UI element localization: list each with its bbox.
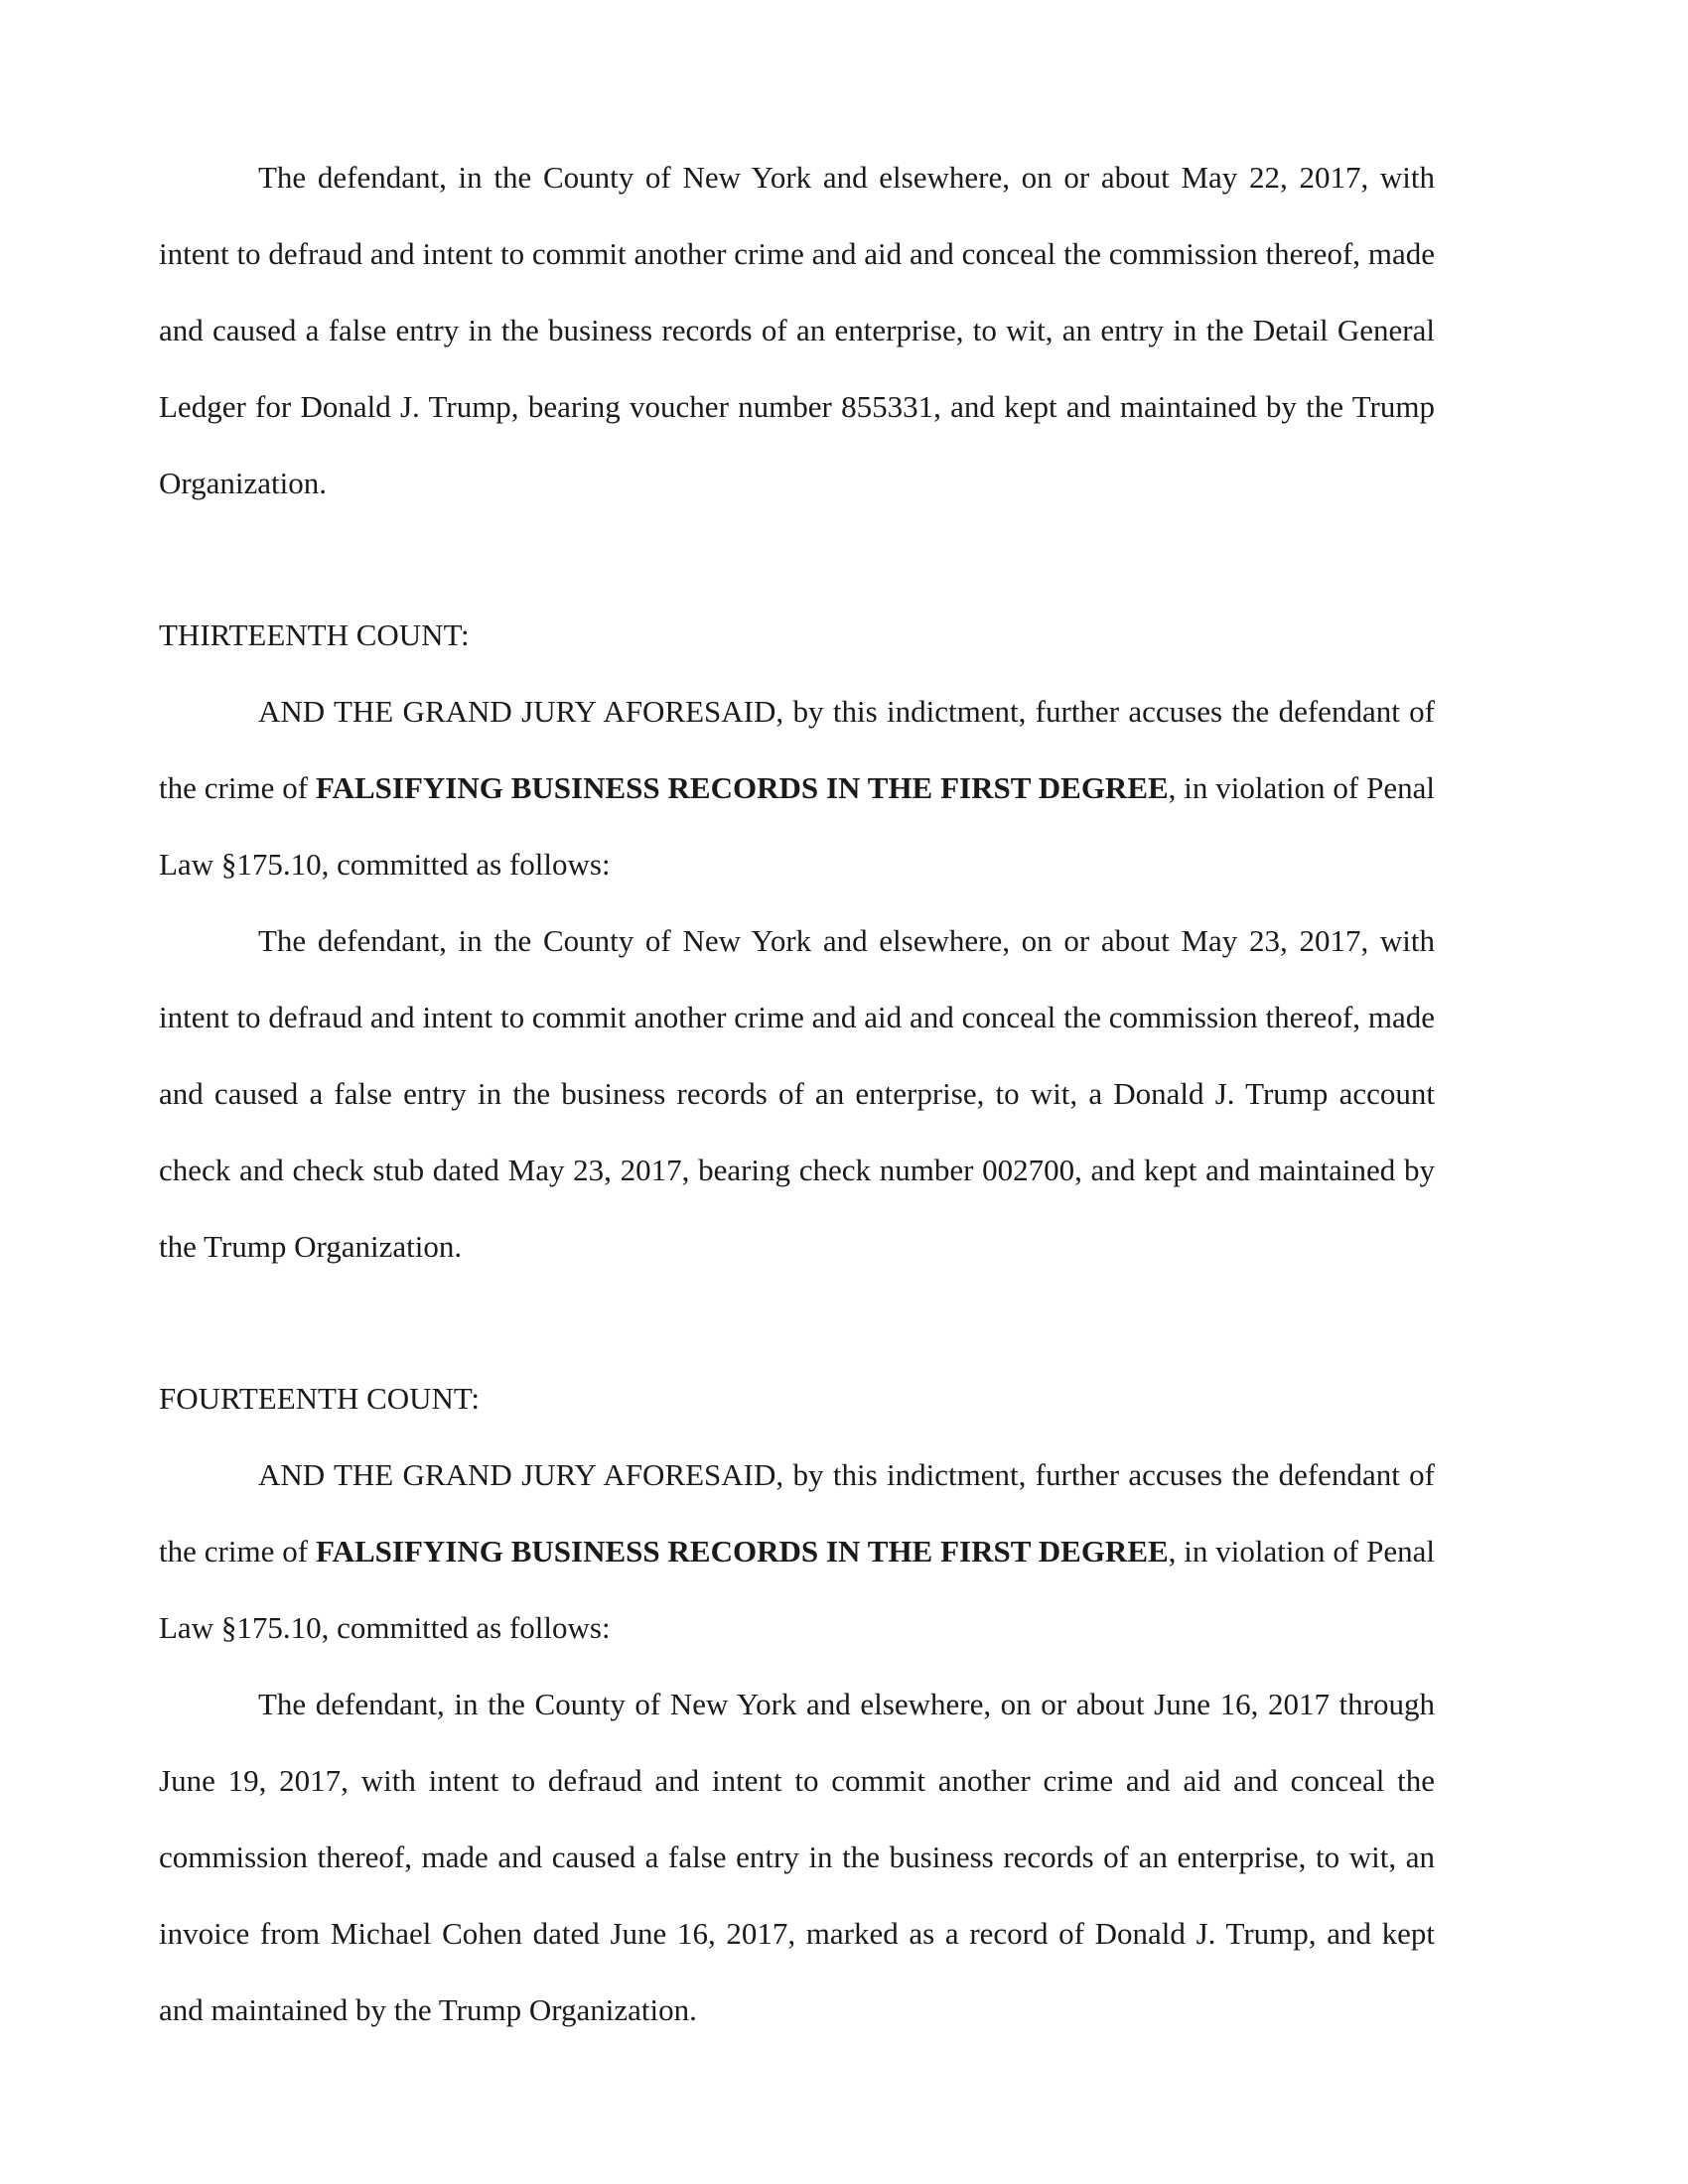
accusation-text-end: , in violation of Penal Law §175.10, committed as follows: — [159, 770, 1435, 882]
paragraph-fourteenth-count-details: The defendant, in the County of New York and elsewhere, on or about June 16, 2017 through June 19, 2017, with intent to defraud and intent to commit another crime and aid and conceal the commission thereof, made and caused a false entry in the business records of an enterprise, to wit, an invoice from Michael Cohen dated June 16, 2017, marked as a record of Donald J. Trump, and kept and maintained by the Trump Organization. — [159, 1687, 1435, 2027]
paragraph-fourteenth-count-accusation — [159, 1436, 1435, 1666]
accusation-text: AND THE GRAND JURY AFORESAID, by this indictment, further accuses the defendant of the crime of — [159, 694, 1435, 805]
crime-name: FALSIFYING BUSINESS RECORDS IN THE FIRST DEGREE — [315, 770, 1169, 805]
paragraph-twelfth-count-details: The defendant, in the County of New York and elsewhere, on or about May 22, 2017, with intent to defraud and intent to commit another crime and aid and conceal the commission thereof, made and caused a false entry in the business records of an enterprise, to wit, an entry in the Detail General Ledger for Donald J. Trump, bearing voucher number 855331, and kept and maintained by the Trump Organization. — [159, 160, 1435, 500]
section-gap — [159, 521, 1435, 597]
section-gap — [159, 1285, 1435, 1360]
paragraph-thirteenth-count-accusation — [159, 673, 1435, 902]
heading-fourteenth-count: FOURTEENTH COUNT: — [159, 1381, 480, 1416]
crime-name: FALSIFYING BUSINESS RECORDS IN THE FIRST DEGREE — [315, 1534, 1169, 1569]
heading-thirteenth-count: THIRTEENTH COUNT: — [159, 617, 470, 652]
paragraph-thirteenth-count-details: The defendant, in the County of New York and elsewhere, on or about May 23, 2017, with intent to defraud and intent to commit another crime and aid and conceal the commission thereof, made and caused a false entry in the business records of an enterprise, to wit, a Donald J. Trump account check and check stub dated May 23, 2017, bearing check number 002700, and kept and maintained by the Trump Organization. — [159, 923, 1435, 1264]
accusation-text-end: , in violation of Penal Law §175.10, committed as follows: — [159, 1534, 1435, 1645]
accusation-text: AND THE GRAND JURY AFORESAID, by this indictment, further accuses the defendant of the crime of — [159, 1457, 1435, 1569]
document-page — [159, 139, 1435, 2048]
